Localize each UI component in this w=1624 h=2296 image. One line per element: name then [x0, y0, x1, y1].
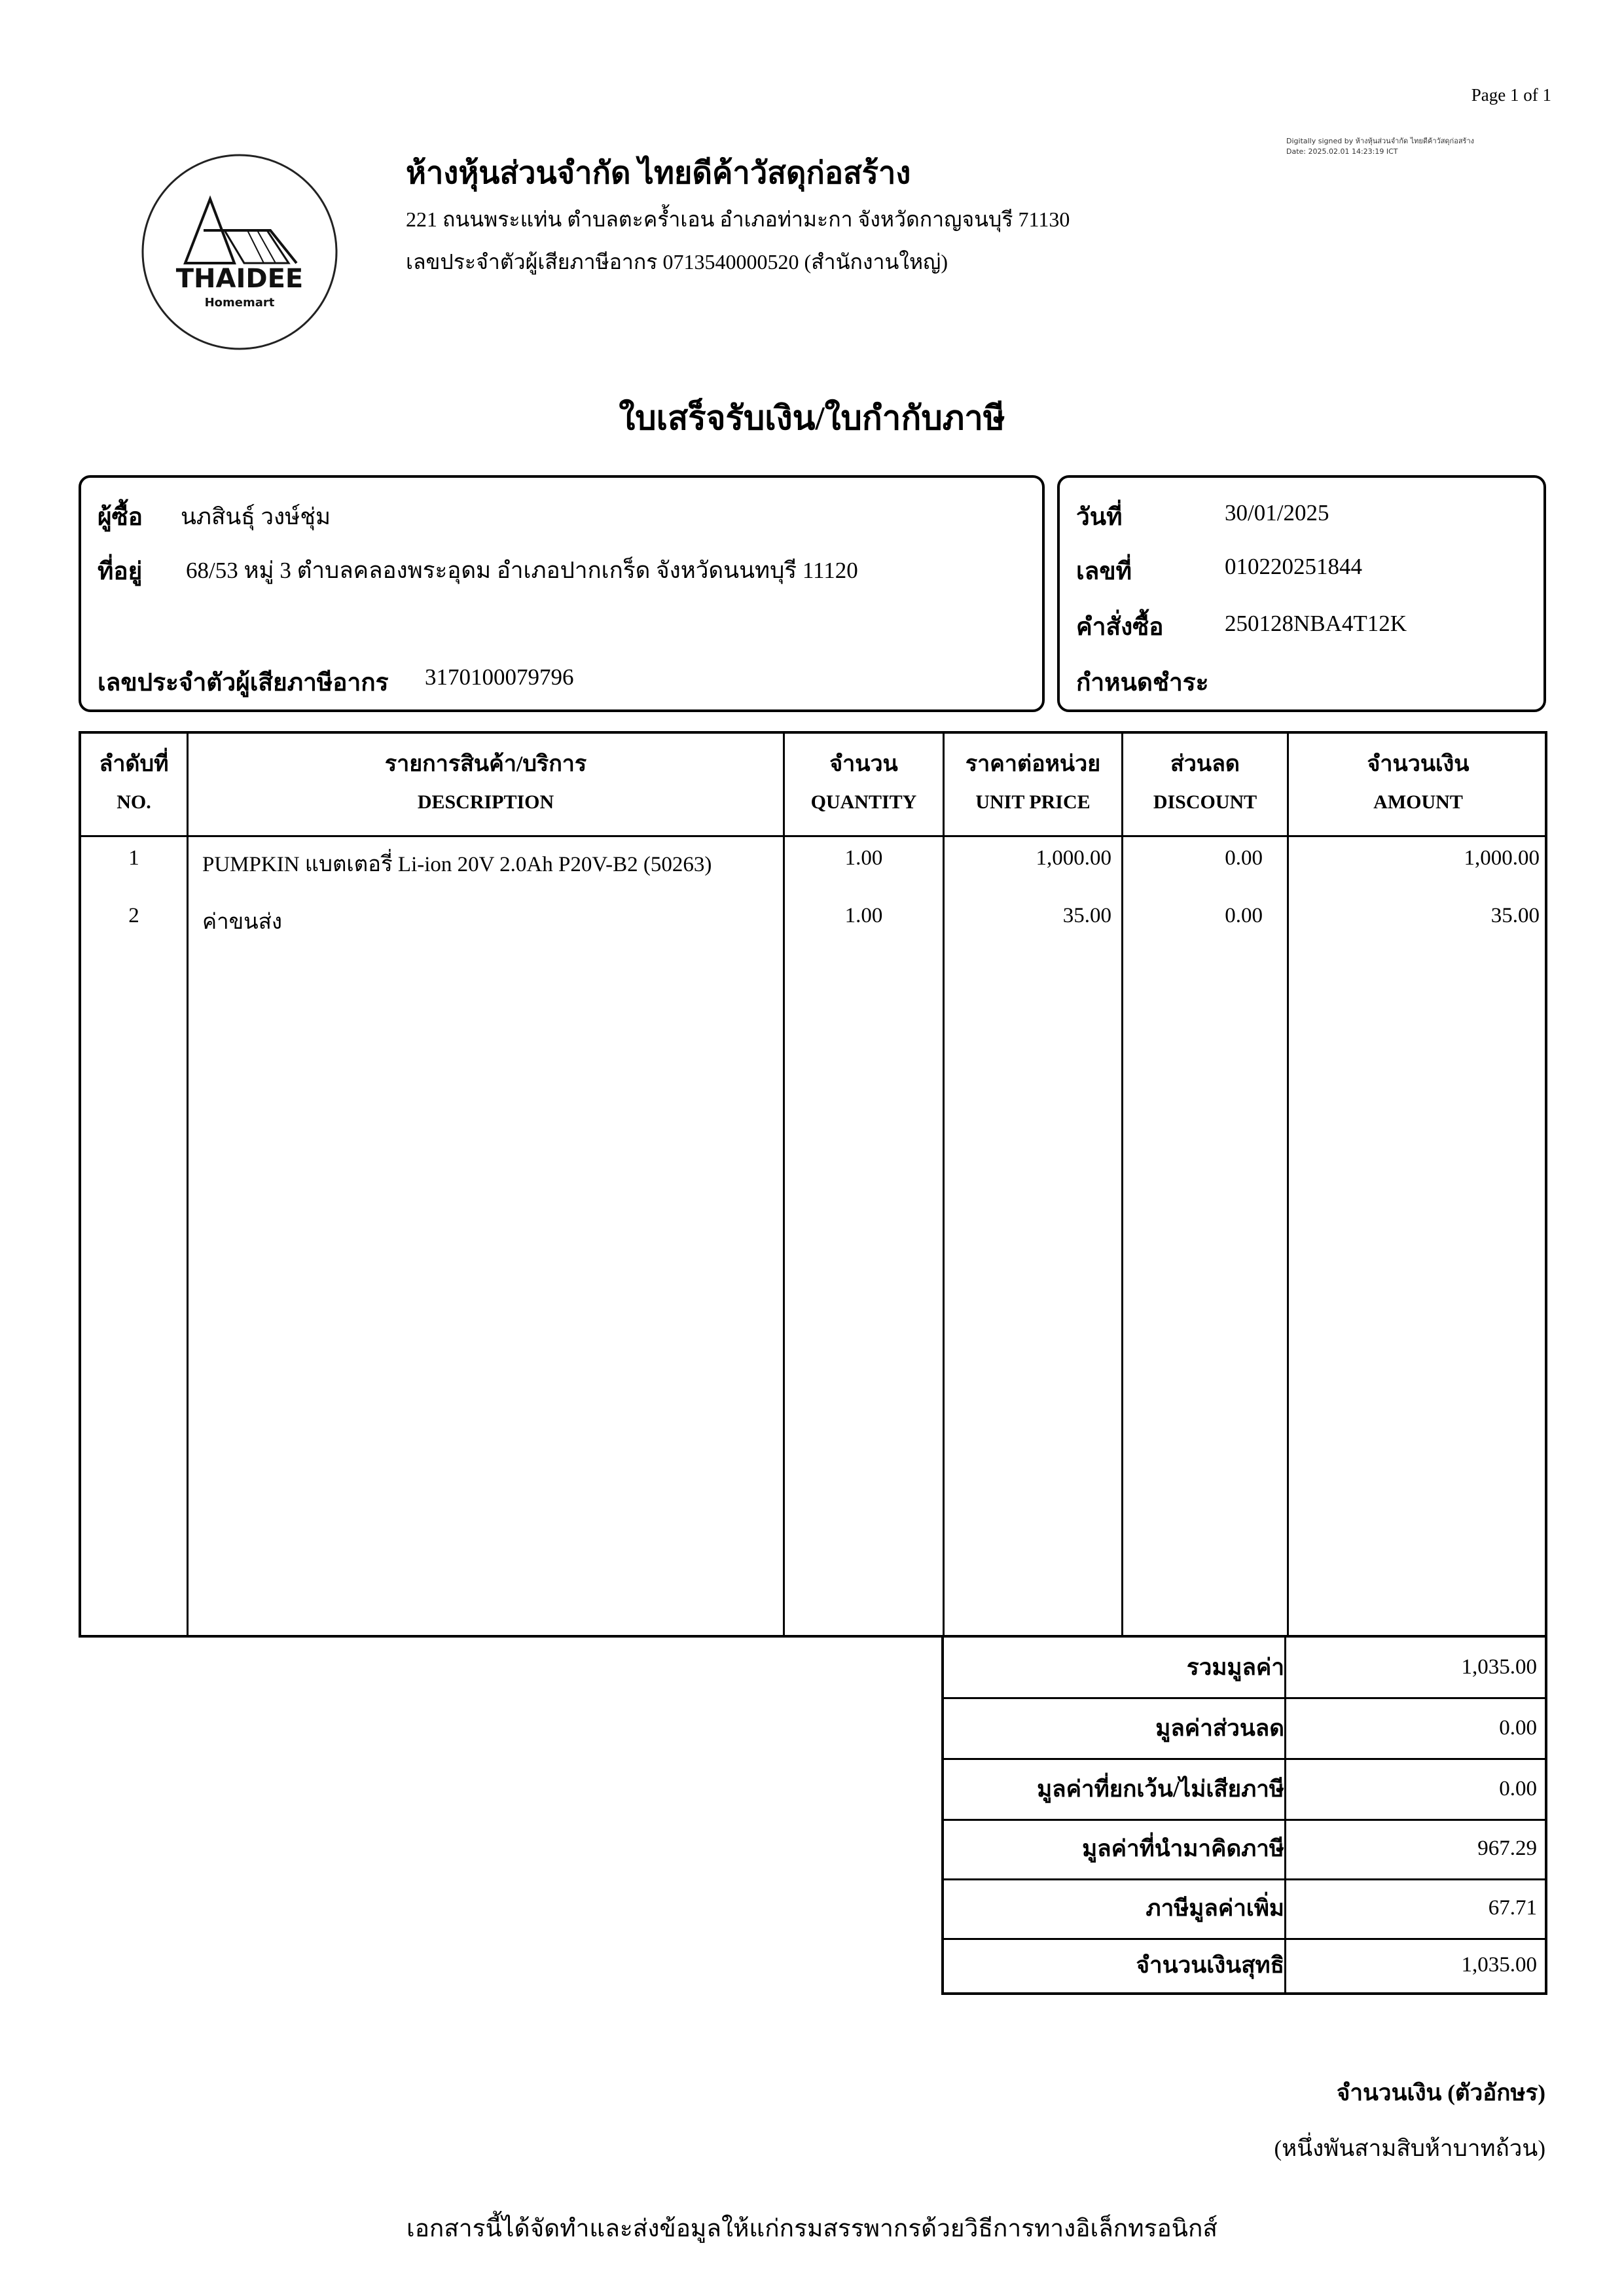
total-net: จำนวนเงินสุทธิ 1,035.00 [1136, 1952, 1537, 1978]
invoice-number-label: เลขที่ [1076, 558, 1132, 585]
buyer-tax-label: เลขประจำตัวผู้เสียภาษีอากร [98, 670, 389, 696]
company-tax-id: เลขประจำตัวผู้เสียภาษีอากร 0713540000520 (สำนักงานใหญ่) [406, 250, 948, 274]
company-address: 221 ถนนพระแท่น ตำบลตะคร้ำเอน อำเภอท่ามะกา จังหวัดกาญจนบุรี 71130 [406, 207, 1070, 231]
amount-words-label: จำนวนเงิน (ตัวอักษร) [1336, 2080, 1545, 2106]
row-amount: 35.00 [1490, 904, 1540, 927]
row-no: 1 [128, 846, 139, 870]
logo-brand: THAIDEE [175, 264, 304, 294]
digital-signature [1286, 136, 1474, 157]
company-logo [139, 152, 340, 352]
amount-words: (หนึ่งพันสามสิบห้าบาทถ้วน) [1274, 2136, 1545, 2161]
total-discount: มูลค่าส่วนลด 0.00 [1155, 1715, 1537, 1741]
signature-date: Date: 2025.02.01 14:23:19 ICT [1286, 147, 1398, 156]
items-table [79, 731, 1547, 1638]
row-description: PUMPKIN แบตเตอรี่ Li-ion 20V 2.0Ah P20V-B2 (50263) [202, 853, 712, 876]
total-subtotal: รวมมูลค่า 1,035.00 [1186, 1655, 1537, 1680]
buyer-address-label: ที่อยู่ [98, 558, 143, 585]
buyer-address: 68/53 หมู่ 3 ตำบลคลองพระอุดม อำเภอปากเกร็ด จังหวัดนนทบุรี 11120 [186, 558, 858, 583]
row-discount: 0.00 [1225, 846, 1263, 870]
order-number: 250128NBA4T12K [1225, 611, 1407, 636]
col-header-amount: จำนวนเงิน AMOUNT [1367, 752, 1470, 813]
logo-sub: Homemart [204, 296, 275, 310]
date-label: วันที่ [1076, 504, 1123, 531]
col-header-description: รายการสินค้า/บริการ DESCRIPTION [384, 752, 587, 813]
row-unit-price: 1,000.00 [1036, 846, 1111, 870]
company-name: ห้างหุ้นส่วนจำกัด ไทยดีค้าวัสดุก่อสร้าง [406, 156, 911, 190]
row-amount: 1,000.00 [1464, 846, 1540, 870]
invoice-number: 010220251844 [1225, 554, 1362, 579]
buyer-box [79, 475, 1045, 712]
totals-table [941, 1638, 1547, 1995]
buyer-name-label: ผู้ซื้อ [98, 504, 143, 531]
order-label: คำสั่งซื้อ [1076, 614, 1164, 641]
signature-signer: Digitally signed by ห้างหุ้นส่วนจำกัด ไทยดีค้าวัสดุก่อสร้าง [1286, 137, 1474, 145]
row-discount: 0.00 [1225, 904, 1263, 927]
row-description: ค่าขนส่ง [202, 910, 282, 934]
total-taxable: มูลค่าที่นำมาคิดภาษี 967.29 [1082, 1836, 1537, 1861]
due-label: กำหนดชำระ [1076, 670, 1209, 696]
col-header-unit-price: ราคาต่อหน่วย UNIT PRICE [965, 752, 1101, 813]
document-title: ใบเสร็จรับเงิน/ใบกำกับภาษี [619, 401, 1005, 437]
row-unit-price: 35.00 [1062, 904, 1111, 927]
footer-note: เอกสารนี้ได้จัดทำและส่งข้อมูลให้แก่กรมสรรพากรด้วยวิธีการทางอิเล็กทรอนิกส์ [406, 2215, 1218, 2242]
row-quantity: 1.00 [844, 846, 883, 870]
buyer-name: นภสินธุ์ วงษ์ชุ่ม [181, 504, 331, 529]
total-exempt: มูลค่าที่ยกเว้น/ไม่เสียภาษี 0.00 [1037, 1776, 1537, 1802]
col-header-discount: ส่วนลด DISCOUNT [1153, 752, 1257, 813]
col-header-no: ลำดับที่ NO. [99, 752, 169, 813]
buyer-tax-id: 3170100079796 [425, 664, 574, 690]
row-quantity: 1.00 [844, 904, 883, 927]
total-vat: ภาษีมูลค่าเพิ่ม 67.71 [1146, 1895, 1537, 1921]
page-number: Page 1 of 1 [1471, 85, 1551, 105]
col-header-quantity: จำนวน QUANTITY [810, 752, 917, 813]
invoice-date: 30/01/2025 [1225, 500, 1329, 526]
invoice-info-box [1057, 475, 1546, 712]
row-no: 2 [128, 904, 139, 927]
